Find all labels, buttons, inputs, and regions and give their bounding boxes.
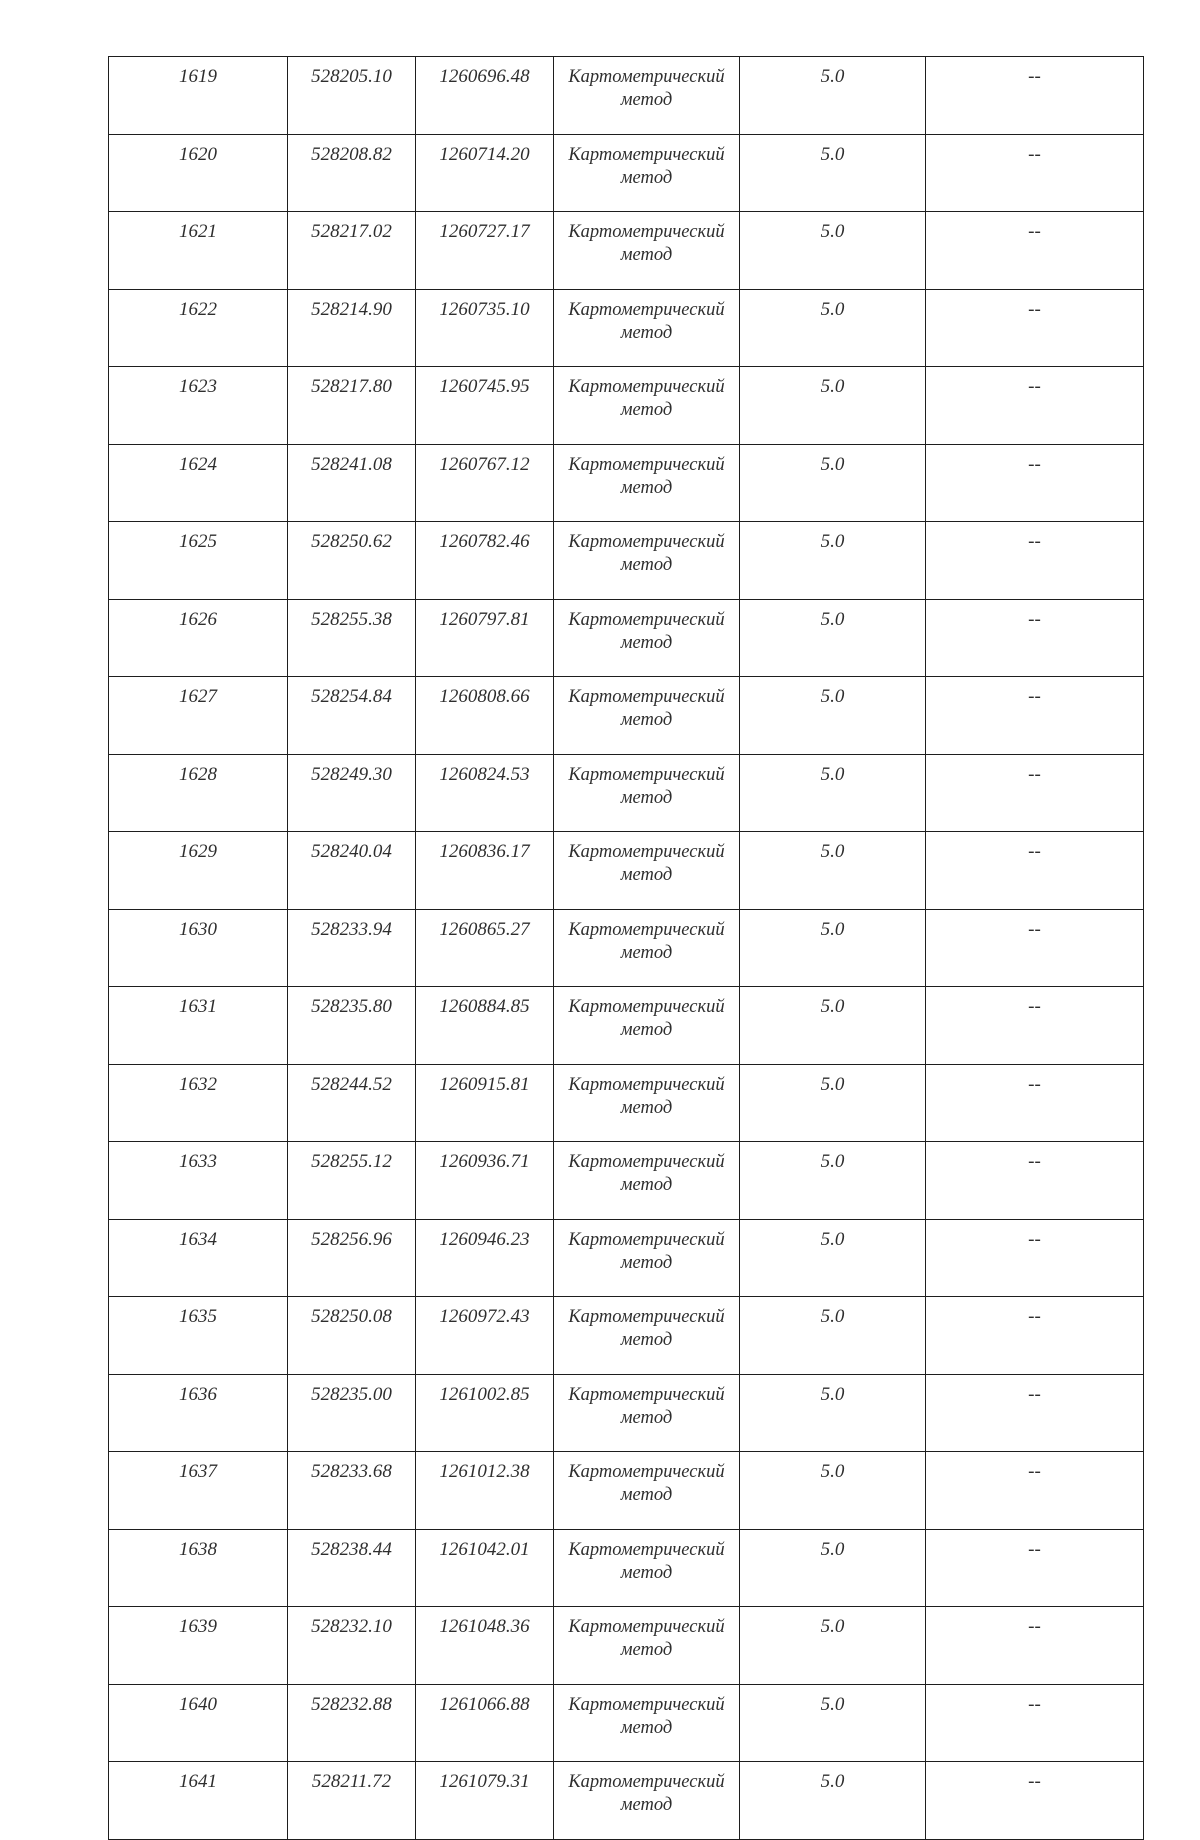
point-number-cell: 1634: [109, 1219, 288, 1297]
y-coordinate-cell: 1261042.01: [416, 1529, 554, 1607]
method-cell: [554, 987, 740, 1065]
x-coordinate-cell: 528211.72: [288, 1762, 416, 1840]
accuracy-cell: 5.0: [740, 1297, 926, 1375]
point-number-cell: 1637: [109, 1452, 288, 1530]
table-row: [109, 832, 1144, 910]
y-coordinate-cell: 1261066.88: [416, 1684, 554, 1762]
coordinates-table-body: [109, 57, 1144, 1840]
x-coordinate-cell: 528205.10: [288, 57, 416, 135]
y-coordinate-cell: 1260797.81: [416, 599, 554, 677]
y-coordinate-cell: 1260884.85: [416, 987, 554, 1065]
table-row: [109, 1374, 1144, 1452]
method-text-line2: метод: [620, 90, 673, 110]
point-number-cell: 1630: [109, 909, 288, 987]
method-text-line2: метод: [620, 1485, 673, 1505]
accuracy-cell: 5.0: [740, 57, 926, 135]
point-number-cell: 1626: [109, 599, 288, 677]
y-coordinate-cell: 1261012.38: [416, 1452, 554, 1530]
method-cell: [554, 444, 740, 522]
point-number-cell: 1624: [109, 444, 288, 522]
method-text-line2: метод: [620, 710, 673, 730]
accuracy-cell: 5.0: [740, 1762, 926, 1840]
method-cell: [554, 1762, 740, 1840]
x-coordinate-cell: 528233.94: [288, 909, 416, 987]
method-text-line1: Картометрический: [568, 842, 725, 862]
point-number-cell: 1628: [109, 754, 288, 832]
y-coordinate-cell: 1260727.17: [416, 212, 554, 290]
accuracy-cell: 5.0: [740, 909, 926, 987]
method-text-line2: метод: [620, 1252, 673, 1273]
y-coordinate-cell: 1260865.27: [416, 909, 554, 987]
accuracy-cell: 5.0: [740, 134, 926, 212]
method-text-line1: Картометрический: [568, 222, 725, 242]
method-text-line1: Картометрический: [568, 1229, 725, 1250]
table-row: [109, 909, 1144, 987]
method-text-line2: метод: [620, 555, 673, 575]
accuracy-cell: 5.0: [740, 677, 926, 755]
table-row: [109, 444, 1144, 522]
x-coordinate-cell: 528232.10: [288, 1607, 416, 1685]
point-number-cell: 1619: [109, 57, 288, 135]
method-text-line2: метод: [620, 942, 673, 963]
accuracy-cell: 5.0: [740, 1064, 926, 1142]
method-text-line2: метод: [620, 1330, 673, 1350]
table-row: [109, 289, 1144, 367]
method-cell: [554, 212, 740, 290]
y-coordinate-cell: 1260836.17: [416, 832, 554, 910]
table-row: [109, 522, 1144, 600]
note-cell: --: [926, 1297, 1144, 1375]
method-text-line1: Картометрический: [568, 1462, 725, 1482]
point-number-cell: 1636: [109, 1374, 288, 1452]
point-number-cell: 1631: [109, 987, 288, 1065]
x-coordinate-cell: 528217.02: [288, 212, 416, 290]
table-row: [109, 57, 1144, 135]
method-text-line2: метод: [620, 787, 673, 808]
table-row: [109, 1684, 1144, 1762]
note-cell: --: [926, 522, 1144, 600]
x-coordinate-cell: 528250.08: [288, 1297, 416, 1375]
method-text-line2: метод: [620, 400, 673, 420]
point-number-cell: 1621: [109, 212, 288, 290]
point-number-cell: 1639: [109, 1607, 288, 1685]
note-cell: --: [926, 444, 1144, 522]
method-text-line1: Картометрический: [568, 1384, 725, 1405]
point-number-cell: 1625: [109, 522, 288, 600]
y-coordinate-cell: 1261002.85: [416, 1374, 554, 1452]
x-coordinate-cell: 528217.80: [288, 367, 416, 445]
note-cell: --: [926, 57, 1144, 135]
y-coordinate-cell: 1260767.12: [416, 444, 554, 522]
method-text-line1: Картометрический: [568, 67, 725, 87]
method-cell: [554, 57, 740, 135]
method-cell: [554, 522, 740, 600]
x-coordinate-cell: 528238.44: [288, 1529, 416, 1607]
x-coordinate-cell: 528235.80: [288, 987, 416, 1065]
method-text-line2: метод: [620, 477, 673, 498]
point-number-cell: 1627: [109, 677, 288, 755]
y-coordinate-cell: 1260745.95: [416, 367, 554, 445]
table-row: [109, 1529, 1144, 1607]
y-coordinate-cell: 1261048.36: [416, 1607, 554, 1685]
note-cell: --: [926, 212, 1144, 290]
method-text-line1: Картометрический: [568, 1772, 725, 1792]
table-row: [109, 367, 1144, 445]
method-text-line2: метод: [620, 865, 673, 885]
method-text-line2: метод: [620, 1097, 673, 1118]
note-cell: --: [926, 909, 1144, 987]
x-coordinate-cell: 528240.04: [288, 832, 416, 910]
x-coordinate-cell: 528235.00: [288, 1374, 416, 1452]
note-cell: --: [926, 1452, 1144, 1530]
method-text-line1: Картометрический: [568, 1694, 725, 1715]
method-cell: [554, 1142, 740, 1220]
y-coordinate-cell: 1260808.66: [416, 677, 554, 755]
accuracy-cell: 5.0: [740, 444, 926, 522]
accuracy-cell: 5.0: [740, 599, 926, 677]
y-coordinate-cell: 1260915.81: [416, 1064, 554, 1142]
note-cell: --: [926, 1684, 1144, 1762]
note-cell: --: [926, 832, 1144, 910]
table-row: [109, 1762, 1144, 1840]
point-number-cell: 1623: [109, 367, 288, 445]
note-cell: --: [926, 134, 1144, 212]
method-text-line1: Картометрический: [568, 299, 725, 320]
accuracy-cell: 5.0: [740, 1684, 926, 1762]
point-number-cell: 1629: [109, 832, 288, 910]
table-row: [109, 987, 1144, 1065]
method-cell: [554, 677, 740, 755]
method-text-line2: метод: [620, 167, 673, 188]
point-number-cell: 1641: [109, 1762, 288, 1840]
table-row: [109, 1219, 1144, 1297]
accuracy-cell: 5.0: [740, 522, 926, 600]
table-row: [109, 134, 1144, 212]
accuracy-cell: 5.0: [740, 1529, 926, 1607]
method-text-line1: Картометрический: [568, 997, 725, 1017]
method-text-line2: метод: [620, 1407, 673, 1428]
table-row: [109, 1452, 1144, 1530]
method-text-line1: Картометрический: [568, 1539, 725, 1560]
method-cell: [554, 1219, 740, 1297]
table-row: [109, 599, 1144, 677]
accuracy-cell: 5.0: [740, 289, 926, 367]
method-cell: [554, 909, 740, 987]
method-cell: [554, 832, 740, 910]
x-coordinate-cell: 528244.52: [288, 1064, 416, 1142]
note-cell: --: [926, 1219, 1144, 1297]
point-number-cell: 1640: [109, 1684, 288, 1762]
note-cell: --: [926, 677, 1144, 755]
point-number-cell: 1620: [109, 134, 288, 212]
note-cell: --: [926, 599, 1144, 677]
point-number-cell: 1622: [109, 289, 288, 367]
method-cell: [554, 1684, 740, 1762]
accuracy-cell: 5.0: [740, 1607, 926, 1685]
y-coordinate-cell: 1260936.71: [416, 1142, 554, 1220]
table-row: [109, 1142, 1144, 1220]
note-cell: --: [926, 1142, 1144, 1220]
note-cell: --: [926, 1529, 1144, 1607]
accuracy-cell: 5.0: [740, 1452, 926, 1530]
point-number-cell: 1635: [109, 1297, 288, 1375]
table-row: [109, 677, 1144, 755]
method-text-line2: метод: [620, 1795, 673, 1815]
method-cell: [554, 134, 740, 212]
x-coordinate-cell: 528214.90: [288, 289, 416, 367]
point-number-cell: 1633: [109, 1142, 288, 1220]
accuracy-cell: 5.0: [740, 1142, 926, 1220]
note-cell: --: [926, 987, 1144, 1065]
accuracy-cell: 5.0: [740, 1374, 926, 1452]
x-coordinate-cell: 528241.08: [288, 444, 416, 522]
x-coordinate-cell: 528256.96: [288, 1219, 416, 1297]
accuracy-cell: 5.0: [740, 987, 926, 1065]
table-row: [109, 212, 1144, 290]
method-text-line2: метод: [620, 1175, 673, 1195]
x-coordinate-cell: 528233.68: [288, 1452, 416, 1530]
method-text-line1: Картометрический: [568, 1307, 725, 1327]
method-cell: [554, 1529, 740, 1607]
x-coordinate-cell: 528249.30: [288, 754, 416, 832]
method-text-line2: метод: [620, 1717, 673, 1738]
accuracy-cell: 5.0: [740, 1219, 926, 1297]
note-cell: --: [926, 1607, 1144, 1685]
y-coordinate-cell: 1260972.43: [416, 1297, 554, 1375]
note-cell: --: [926, 1374, 1144, 1452]
method-cell: [554, 1607, 740, 1685]
method-cell: [554, 1297, 740, 1375]
x-coordinate-cell: 528208.82: [288, 134, 416, 212]
method-text-line1: Картометрический: [568, 1617, 725, 1637]
method-cell: [554, 367, 740, 445]
note-cell: --: [926, 1064, 1144, 1142]
coordinates-table: [108, 56, 1144, 1840]
table-row: [109, 1064, 1144, 1142]
method-text-line2: метод: [620, 322, 673, 343]
method-cell: [554, 289, 740, 367]
method-text-line1: Картометрический: [568, 532, 725, 552]
method-text-line1: Картометрический: [568, 1152, 725, 1172]
method-text-line2: метод: [620, 1562, 673, 1583]
y-coordinate-cell: 1260782.46: [416, 522, 554, 600]
method-text-line2: метод: [620, 632, 673, 653]
accuracy-cell: 5.0: [740, 367, 926, 445]
x-coordinate-cell: 528254.84: [288, 677, 416, 755]
method-text-line2: метод: [620, 245, 673, 265]
y-coordinate-cell: 1260714.20: [416, 134, 554, 212]
note-cell: --: [926, 367, 1144, 445]
method-cell: [554, 599, 740, 677]
method-text-line1: Картометрический: [568, 687, 725, 707]
method-text-line2: метод: [620, 1640, 673, 1660]
y-coordinate-cell: 1260735.10: [416, 289, 554, 367]
y-coordinate-cell: 1261079.31: [416, 1762, 554, 1840]
method-text-line1: Картометрический: [568, 454, 725, 475]
y-coordinate-cell: 1260946.23: [416, 1219, 554, 1297]
method-text-line1: Картометрический: [568, 377, 725, 397]
method-cell: [554, 1452, 740, 1530]
table-row: [109, 1297, 1144, 1375]
method-text-line1: Картометрический: [568, 919, 725, 940]
note-cell: --: [926, 289, 1144, 367]
point-number-cell: 1638: [109, 1529, 288, 1607]
y-coordinate-cell: 1260696.48: [416, 57, 554, 135]
y-coordinate-cell: 1260824.53: [416, 754, 554, 832]
note-cell: --: [926, 1762, 1144, 1840]
table-row: [109, 754, 1144, 832]
accuracy-cell: 5.0: [740, 754, 926, 832]
x-coordinate-cell: 528255.12: [288, 1142, 416, 1220]
note-cell: --: [926, 754, 1144, 832]
table-row: [109, 1607, 1144, 1685]
accuracy-cell: 5.0: [740, 212, 926, 290]
x-coordinate-cell: 528250.62: [288, 522, 416, 600]
method-cell: [554, 1064, 740, 1142]
method-text-line2: метод: [620, 1020, 673, 1040]
point-number-cell: 1632: [109, 1064, 288, 1142]
method-text-line1: Картометрический: [568, 144, 725, 165]
method-text-line1: Картометрический: [568, 1074, 725, 1095]
method-cell: [554, 754, 740, 832]
x-coordinate-cell: 528232.88: [288, 1684, 416, 1762]
accuracy-cell: 5.0: [740, 832, 926, 910]
method-cell: [554, 1374, 740, 1452]
method-text-line1: Картометрический: [568, 764, 725, 785]
method-text-line1: Картометрический: [568, 609, 725, 630]
x-coordinate-cell: 528255.38: [288, 599, 416, 677]
